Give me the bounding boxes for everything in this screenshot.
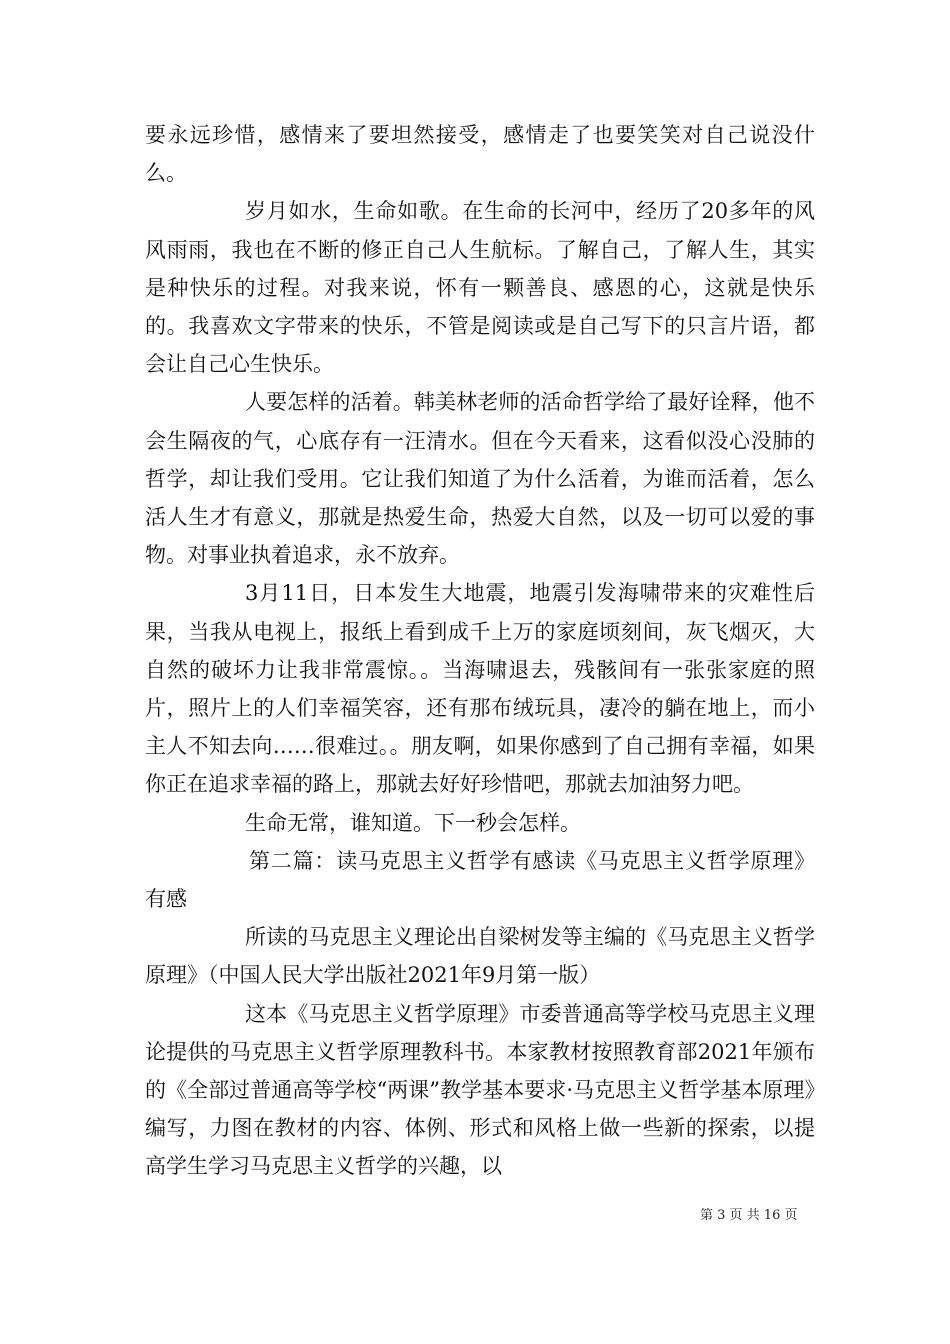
paragraph-continuation: 要永远珍惜，感情来了要坦然接受，感情走了也要笑笑对自己说没什么。 — [145, 123, 815, 186]
paragraph-life-uncertain: 生命无常，谁知道。下一秒会怎样。 — [245, 810, 581, 835]
paragraph-how-to-live: 人要怎样的活着。韩美林老师的活命哲学给了最好诠释，他不会生隔夜的气，心底存有一汪清水。但在今天看来，这看似没心没肺的哲学，却让我们受用。它让我们知道了为什么活着，为谁而活着，怎么活人生才有意义，那就是热爱生命，热爱大自然，以及一切可以爱的事物。对事业执着追求，永不放弃。 — [145, 390, 815, 568]
paragraph-life-like-song: 岁月如水，生命如歌。在生命的长河中，经历了20多年的风风雨雨，我也在不断的修正自己人生航标。了解自己，了解人生，其实是种快乐的过程。对我来说，怀有一颗善良、感恩的心，这就是快乐的。我喜欢文字带来的快乐，不管是阅读或是自己写下的只言片语，都会让自己心生快乐。 — [145, 199, 815, 377]
page-number-footer: 第 3 页 共 16 页 — [700, 1208, 798, 1223]
paragraph-textbook-intro: 这本《马克思主义哲学原理》市委普通高等学校马克思主义理论提供的马克思主义哲学原理教科书。本家教材按照教育部2021年颁布的《全部过普通高等学校“两课”教学基本要求·马克思主义哲学基本原理》编写，力图在教材的内容、体例、形式和风格上做一些新的探索，以提高学生学习马克思主义哲学的兴趣，以 — [145, 1001, 815, 1179]
body-text — [145, 116, 815, 1186]
section-heading-part-two: 第二篇：读马克思主义哲学有感读《马克思主义哲学原理》有感 — [145, 848, 815, 912]
paragraph-japan-earthquake: 3月11日，日本发生大地震，地震引发海啸带来的灾难性后果，当我从电视上，报纸上看到成千上万的家庭顷刻间，灰飞烟灭，大自然的破坏力让我非常震惊。。当海啸退去，残骸间有一张张家庭的照片，照片上的人们幸福笑容，还有那布绒玩具，凄冷的躺在地上，而小主人不知去向……很难过。。朋友啊，如果你感到了自己拥有幸福，如果你正在追求幸福的路上，那就去好好珍惜吧，那就去加油努力吧。 — [145, 581, 815, 797]
paragraph-book-source: 所读的马克思主义理论出自梁树发等主编的《马克思主义哲学原理》（中国人民大学出版社2021年9月第一版） — [145, 925, 815, 988]
